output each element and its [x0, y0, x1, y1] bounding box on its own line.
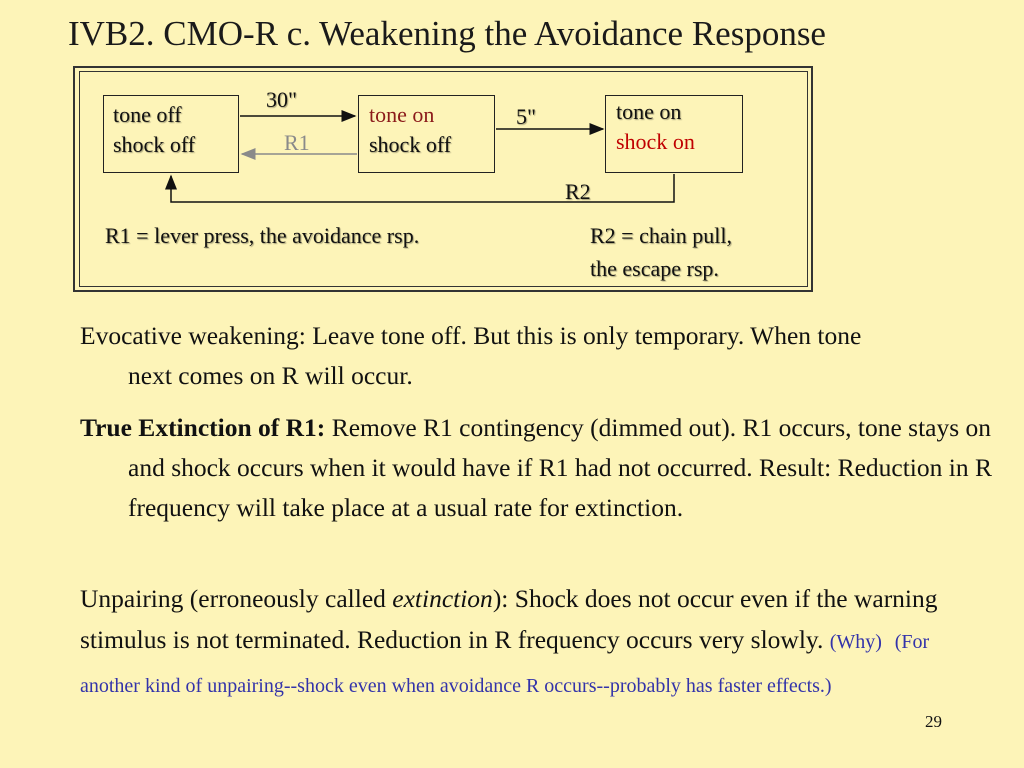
box2-line1: tone on: [369, 102, 435, 127]
page-number: 29: [925, 712, 942, 731]
slide-title: IVB2. CMO-R c. Weakening the Avoidance Response: [68, 14, 826, 53]
box2-line2: shock off: [369, 132, 452, 157]
paragraph-evocative-weakening: [80, 316, 908, 396]
label-r2: R2: [565, 179, 591, 204]
legend-r1: R1 = lever press, the avoidance rsp.: [105, 223, 420, 248]
paragraph-true-extinction: [80, 408, 998, 528]
label-5-seconds: 5": [516, 104, 536, 129]
box1-line1: tone off: [113, 102, 182, 127]
box3-line1: tone on: [616, 99, 682, 124]
state-box-tone-on-shock-off: [358, 95, 495, 173]
state-box-tone-on-shock-on: [605, 95, 743, 173]
p3-text-a: Unpairing (erroneously called: [80, 584, 393, 613]
p3-why: (Why): [829, 631, 882, 653]
p3-note: (For another kind of unpairing--shock even when avoidance R occurs--probably has faster effects.): [80, 631, 930, 697]
p1-text: Evocative weakening: Leave tone off. But this is only temporary. When tone next comes on R will occur.: [80, 321, 862, 390]
p2-text: Remove R1 contingency (dimmed out). R1 occurs, tone stays on and shock occurs when it would have if R1 had not occurred. Result: Reduction in R frequency will take place at a usual rate for extinction.: [128, 413, 992, 522]
state-box-tone-off: [103, 95, 239, 173]
p2-heading: True Extinction of R1:: [80, 413, 326, 442]
legend-r2-line2: the escape rsp.: [590, 256, 719, 281]
p3-italic: extinction: [392, 584, 493, 613]
label-30-seconds: 30": [266, 87, 297, 112]
box3-line2: shock on: [616, 129, 695, 154]
legend-r2-line1: R2 = chain pull,: [590, 223, 732, 248]
arrow-r2: [171, 174, 674, 202]
label-r1: R1: [284, 130, 310, 155]
box1-line2: shock off: [113, 132, 196, 157]
p3-text-b: ): Shock does not occur even if the warning stimulus is not terminated. Reduction in R frequency occurs very slowly.: [80, 584, 938, 654]
paragraph-unpairing: [80, 578, 965, 704]
